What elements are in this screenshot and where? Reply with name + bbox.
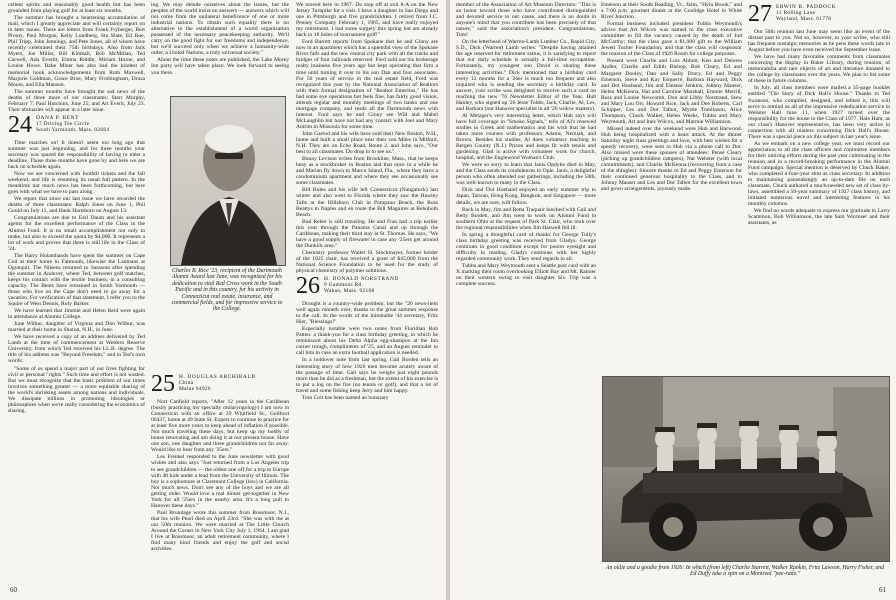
paragraph: Al Metzger's very interesting letter, which Hub says will have full coverage in "Smoke Signals," tells of Al's renewed studies in Greek and mathematics and his wish that he had taken more courses with professors Adams, Nemiah, and Brown. Besides his studies, Al does voluntary teaching in Bergen County (N.J.) Prison and keeps fit with tennis and gardening. Glad is active with volunteer work for church, hospital, and the Englewood Woman's Club. (456, 112, 596, 162)
paragraph: The summer has brought a heartening accumulation of mail, which I greatly appreciate and will certainly report on in later issues. There are letters from Frank Fryberger, Bert Prouty, Paul Morgan, Kelly Lundberg, Stu Slate, Ed Roe, Phil Tripp, John Jennings, and Pete Jones, all of whom have recently celebrated their 75th birthdays. Also from Jack Myers, Joe Millar, Bill Kimball, Bob McMillan, Ted Carwell, Ada Everitt, Emma Riddle, Miriam Horne, and Louise Howe. Babe Miner has also had the kindest of memorial book acknowledgements from Ruth Maxwell, Marjorie Goldman, Grace Broe, Mary Frothingham, Drusa Moore, and Ella Manson. (8, 15, 145, 88)
paragraph: Back in May, Jim and Retta Traquair lunched with Gail and Betty Borden, and Jim went to work on Alumni Fund in southern Ohio at the request of Park St. Clair, who took over the regional responsibilities when Jim Haswell fell ill. (456, 206, 596, 231)
paragraph: We were so sorry to learn that Janis Opdyke died in May, and the Class sends its condolences to Opie. Janis, a delightful person who often attended our gatherings, including the 50th, was well-known to many in the Class. (456, 162, 596, 187)
class-year: 27 (748, 1, 772, 27)
paragraph: Bunny Levison writes from Brookline, Mass., that he keeps busy as a stockbroker in Boston and that once in a while he and Marian fly down to Marco Island, Fla., where they have a condominium apartment and where they see occasionally see some classmates. (296, 156, 438, 187)
paragraph: In a holdover note from last spring, Gail Borden tells an interesting story of how 1926 men become acutely aware of the passage of time. Gail says he weighs just eight pounds more than he did as a freshman, but the extent of his exercise is to put a log on the fire (no tennis or golf), and that a lot of travel and some fishing keep Jerry and him happy. (296, 357, 438, 394)
paragraph: Emerson at their South Reading, Vt., farm, "Hyla Brook," and a 7:00 p.m. gourmet dinner at the Coolidge Hotel in White River Junction. (601, 2, 742, 21)
left-page (0, 0, 446, 600)
right-column-1 (456, 2, 596, 288)
left-column-1 (8, 2, 145, 415)
paragraph: Tom Colt has been named an honorary (302, 394, 389, 401)
paragraph: The Harry Holambands have spent the summer on Cape Cod at their home in Falmouth, likewise the Lanmans at Ogunquit. The Nilsens returned to Sarasota after spending the summer in Andover, where Ted, between golf matches, keeps his contact with the textile business, in a consulting capacity. The Bents have remained in South Yarmouth — those who live on the Cape don't need to go away for a vacation. For verification of that statement, I refer you to the Squire of West Dennis, Roly Barker. (8, 252, 145, 308)
secretary-address: South Yarmouth, Mass. 02664 (36, 127, 110, 134)
secretary-name: H. DONALD NORSTRAND (324, 276, 400, 283)
paragraph: June Wilbur, daughter of Virginia and Don Wilbur, was married at their home in Sharon, N.H., in June. (8, 321, 145, 334)
secretary-address: Wayland, Mass. 01778 (776, 16, 832, 23)
secretary-name: DANA P. BENT (36, 114, 79, 121)
page-number: 61 (879, 586, 886, 594)
paragraph: Nort Canfield reports, "After 12 years in the Caribbean (busily practicing my specialty otolaryngology) I am now in Connecticut with an office at 29 Whitfield St., Guilford 06437, home at 49 State St. Expect to continue to practice for at least five more years to keep ahead of inflation if possible. Not much traveling these days, but keep up my hobby of house renovating and am doing it at our present house. Have one son, one daughter and three grandchildren not far away. Would like to hear from any '25ers." (151, 399, 289, 454)
secretary-address: Maine 04926 (179, 386, 211, 393)
class-header-25 (151, 371, 289, 397)
paragraph: Missed indeed over the weekend were Hub and Harwood. Hub being hospitalized with a heart attack. At the dinner Saturday night class greetings and love, with best wishes for a speedy recovery, were sent to Hub via a phone call to Dot. Also missed were these spouses of attendees: Pensé Cleary (picking up grandchildren campers), Nat Webster (with local commitments), and Charlie McKenna (recovering from a case of the shingles). Sincere thanks to Ed and Peggy Emerson for their continued generous hospitality to the Class, and to Johnny Mauser and Les and Dot Talbot for the excellent town and gown arrangements, joyously made. (601, 125, 742, 193)
right-column-3 (748, 2, 890, 228)
paragraph: ing. We may delude ourselves about the issues, but the peoples of the world insist on answers — answers which will not come from the unilateral beneficence of one or more industrial nations. To obtain such equality there is no alternative to the establishment of a world organization possessed of the necessary peacekeeping authority. We'll carry on the good fight for our freedoms and independence, but we'll succeed only when we achieve a humanity-wide order, a United Nations, a truly universal society." (151, 2, 289, 57)
class-header-26 (296, 273, 438, 300)
class-year: 24 (8, 111, 32, 138)
secretary-name: H. DOUGLAS ARCHIBALD (179, 374, 256, 380)
paragraph: In spring a thoughtful card of thanks for George Tully's class birthday greeting was received from Gladys. George continues in good condition except for poorer eyesight and difficulty in reading. Gladys continues with her highly regarded community work. They send regards to all. (456, 231, 596, 262)
paragraph: We report that since our last issue we have recorded the deaths of three classmates: Ralph Jones on June 1, Phil Gould on July 11, and Hank Hartshorn on August 13. (8, 196, 145, 215)
paragraph: Bill Boles and his wife left Connecticut (Naugatuck) last winter and also went to Florida where they saw the Hawley Tafts at the Hillsboro Club in Pompano Beach, the Ross Beattys in Naples and en route the Bill Maguires at Rehoboth Beach. (296, 187, 438, 218)
paragraph: Our 50th reunion last June may seem like an event of the distant past to you. Not so, however, to your scribe, who still has frequent nostalgic memories as he pens these words late in August before you have even received the September issue. (748, 29, 890, 54)
page-number: 60 (10, 586, 17, 594)
paragraph: About the time these notes are published, the Lake Morey Inn party will have taken place. We look forward to seeing you there. (151, 57, 289, 76)
right-column-2 (601, 2, 742, 193)
paragraph: Now we are concerned with foothill tickets and the fall weekend, and life is resuming its usual full pattern. In the meantime not much news has been forthcoming, but here goes with what we have to pass along. (8, 171, 145, 196)
paragraph: Tubba and Mary Weymouth sent a Seattle post card with an X marking their room overlooking Elliott Bay and Mt. Rainier on their western swing to visit daughter Sis. Trip was a complete success. (456, 262, 596, 288)
paragraph: Drought is a country-wide problem, but the "26 news-item well again runneth over, thanks to the great summer response to the call. In the words of the inimitable '44 secretary, Fritz Hier, "Blessings!" (296, 301, 438, 326)
photo-caption: Charles B. Rice '23, recipient of the Dartmouth Alumni Award last June, was recognized for his dedication to vital Red Cross work in the South Pacific and in this country, for his activity in Connecticut real estate, insurance, and commercial fields, and for impressive service to the College. (171, 268, 283, 313)
paragraph: member of the Association of Art Museum Directors: "This is an honor toward those who have contributed distinguished and devoted service to our cause, and there is no doubt in anyone's mind that you contribute has been precisely of that nature," said the association's president. Congratulations, Tom! (456, 2, 596, 39)
paragraph: Chemistry professor Walter H. Stockmayer, former holder of the 1925 chair, has received a grant of $45,000 from the National Science Foundation to be used for the study of physical chemistry of polymer solutions. (296, 249, 438, 275)
paragraph: The summer months have brought the sad news of the deaths of three more of our classmates: Starr Murphy, February 7; Paul Hutchins, June 25; and Art Everit, July 23. Their obituaries will appear in a later issue. (8, 88, 145, 113)
paragraph: Dick and Dot Hoehand enjoyed an early summer trip to Japan, Taiwan, Hong Kong, Bangkok, and Singapore — more details, we are sure, will follow. (456, 187, 596, 206)
left-column-2-lower (151, 372, 289, 553)
paragraph: We have had many favorable comments from classmates concerning the display in Baker Library, during reunion, of memorabilia and rare objects of art and literature donated to the college by classmates over the years. We plan to list some of these in future columns. (748, 54, 890, 85)
vintage-car-photo (602, 376, 890, 562)
paragraph: Present were Charlie and Lois Abbott, Ken and Delores Andler, Charlie and Edith Bishop, Bob Cleary, Ed and Margaret Dooley, Dan and Sally Drury, Ed and Peggy Emerson, Steve and Kay Esquerré, Barbara Hayward, Dick and Dot Husband, Jim and Eleanor Jenkins, Johnny Mauser, Helen McKenna, Hal and Caroline Marshall, Emmie Merrill, Russ and Louise Newcomb, Don and Libby Norstrand, Stew and Mary Lou Orr, Howard Rice, Jack and Dee Roberts, Carl Schipper, Les and Dot Talbot, Myrtle Tomlinson, Alice Thompson, Chuck Walker, Helen Weeks, Tubba and Mary Weymouth, Art and Inez Wilcox, and Marmie Williamson. (601, 58, 742, 125)
secretary-address: Waban, Mass. 02168 (324, 288, 375, 295)
class-header-27 (748, 1, 890, 27)
paragraph: Paul Brundage wrote this summer from Rossmoor, N.J., that his wife Pearl died on April 23rd. "She was with me at our 50th reunion. We were married at The Little Church Around the Corner in New York City July 1, 1964. I am glad I live at Rossmoor, an adult retirement community, where I find many kind friends and enjoy the golf and social activities. (151, 509, 289, 553)
paragraph: On the letterhead of Warren-Lamb Lumber Co., Rapid City, S.D., Dick (Warren) Lamb writes: "Despite having attained the age reserved for retirement status, it is satisfying to report that our daily schedule is actually a full-time occupation. Fortunately, my youngest son David is sharing these interesting activities." Dick mentioned that a birthday card every 12 months for a '26er is much too frequent and also inquired who is sending the secretary a birthday card. In answer, your scribe was delighted to receive such a card on reaching the new '76 Newsletter Editor of the Year, Hub Hanley, who signed up '26 Jesse Tubbs, Jack, Charlie, Al, Les, and Barbara (our Hanover specialist in all '26 widow matters). (456, 39, 596, 112)
paragraph: Bud Reber is still traveling. He and Fran had a trip earlier this year through the Panama Canal and up through the Caribbean, making their third stay at St. Thomas. He says, "We have a good supply of firewater in case any '25ers get around the Dunkirk area." (296, 218, 438, 249)
secretary-address: 9 Gammons Rd. (324, 282, 364, 289)
paragraph: In July, all class members were mailed a 35-page booklet entitled "The Story of Dick Hall's House." Thanks to Ted Swanson, who compiled, designed, and edited it, this will serve to remind us all of the impressive rededication service in Webster Hall June 11, when 1927 turned over the responsibility for the house to the Class of 1977. Hale Ham, as our class's Hanover representative, has been very active in connection with all matters concerning Dick Hall's House. There was a special piece on this subject in last year's issue. (748, 85, 890, 140)
paragraph: cellent spirits and reasonably good health but has been grounded from playing golf for at least six months. (8, 2, 145, 15)
secretary-address: 17 Driving Tee Circle (36, 121, 90, 128)
paragraph: Ford Barrett reports from Spokane that he and Ginny are now in an apartment which has a splendid view of the Spokane River falls and the new central city park with all the tracks and bridges of four railroads removed. Ford sold out his brokerage realty business five years ago but kept operating that firm a time until turning it over to his son Dan and four associates. For 50 years of service in the real estate field, Ford was recognized this year by the National Association of Realtors with their formal designation of "Realtor Emeritus." He has had some eye operations but feels fine, has fairly good vision, attends regular and monthly meetings of two banks and one mortgage company, and reads all the Dartmouth news with interest. Ford says he and Ginny see Will and Mabel McLaughlin but have not had any contact with Joel and Mary Antrim in Missoula for some time. (296, 39, 438, 130)
paragraph: We find no words adequate to express our gratitude to Larry Scammon, Bob Williamson, the late Sam Wormser and their assistants, as (748, 208, 890, 227)
paragraph: As we embark on a new college year, we must record our appreciation to all the class officers and committee members for their untiring efforts during the past year culminating in the reunion and in a record-breaking performance in the Alumni Fund campaign. Special mention is deserved by Chuck Baker, who completed a four-year stint as class secretary. In addition to maintaining painstakingly an up-to-date file on each classmate, Chuck authored a much-needed new set of class by-laws, assembled a 50-year summary of 1927 class history, and initiated numerous novel and interesting features in his monthly columns. (748, 140, 890, 208)
paragraph: We have learned that Jimmie and Helen Reid were again in attendance at Alumni College. (8, 308, 145, 321)
secretary-name: ERWIN B. PADDOCK (776, 4, 837, 10)
paragraph: John Garrod and his wife have sold their New Boston, N.H., home and built a small place near their son Miles in Milford, N.H. They are on Echo Road, Route 2, and John says, "Our best to all classmates. Do drop in to see us." (296, 130, 438, 156)
left-column-3 (296, 2, 438, 402)
paragraph: We have received a copy of an address delivered by Ted Lamb at the time of commencement at Western Reserve University, from which Ted received his LL.B. degree. The title of his address was "Beyond Freedom," and in Ted's own words: (8, 334, 145, 365)
paragraph: We moved here in 1967. Do stop off at exit 8-A on the New Jersey Turnpike for a visit. I have a daughter in San Diego and one in Pittsburgh and five grandchildren. I retired from J.C. Penney Company February 1, 1965, and have really enjoyed my retirement. I had some surgery this spring but am already back to 18 holes of tournament golf!" (296, 2, 438, 39)
secretary-address: 11 Rolling Lane (776, 10, 816, 17)
photo-caption: An oldie and a goodie from 1926: In which (from left) Charlie Starrett, Walker Rankin, Fritz Lawson, Harry Fisher, and Ed Duffy take a spin on a Montreal "pee-rade." (605, 565, 885, 578)
paragraph: "Some of us spend a major part of our lives fighting for civil or personal "rights." Such time and effort is not wasted. But we must recognize that the basic problem of our times involves something greater — a more equitable sharing of the world's shrinking assets among nations and individuals. We dissipate billions in promoting ideologies or philosophies when we're really considering the economics of sharing. (8, 365, 145, 414)
paragraph: Les Frenkel responded to the June newsletter with good wishes and also says "Just returned from a Los Angeles trip to see grandchildren — the oldest one off for a trip to Europe with 40 kids under a lead from the University of Illinois. The boy is a sophomore at Claremont College (law) in California. Not much news. Don't see any of the boys and we are all getting older. Would love a real dinner get-together in New York for all '25ers in the nearby area. It's a long pull to Hanover these days." (151, 454, 289, 509)
class-header-24 (8, 111, 145, 138)
paragraph: Congratulations are due to Earl Daum and his assistant agents for the excellent performance of the Class in the Alumni Fund. It is no small accomplishment not only to make, but also to exceed the quota by $4,000. It represents a lot of work and proves that there is still life in the Class of '24. (8, 215, 145, 252)
portrait-photo (170, 96, 286, 266)
secretary-address: China (179, 380, 194, 387)
left-column-2 (151, 2, 289, 77)
class-year: 25 (151, 371, 175, 397)
right-page (450, 0, 896, 600)
class-year: 26 (296, 273, 320, 300)
paragraph: Especially notable were two notes from Floridian Bob Patten: a thank-you for a class birthday greeting, in which he reminisced about his Delta Alpha egg-shampoo at the Inn corner trough, compliments of '25, and an August reminder to call him in case an extra football application is needed. (296, 326, 438, 357)
paragraph: Formal business included president Tubba Weymouth's advice that Art Wilcox was named to the class executive committee to fill the vacancy caused by the death of Jud McCarthy; that the class gave a $1,000 gift to the William Jewett Tucker Foundation; and that the class will cosponsor the reunion of the Class of 1926 Room for college purposes. (601, 21, 742, 58)
paragraph: Time marches on! It doesn't seem too long ago that summer was just beginning, and for three months your secretary was spared the responsibility of having to meet a deadline. Those three months have gone by and here we are back on schedule again. (8, 139, 145, 171)
